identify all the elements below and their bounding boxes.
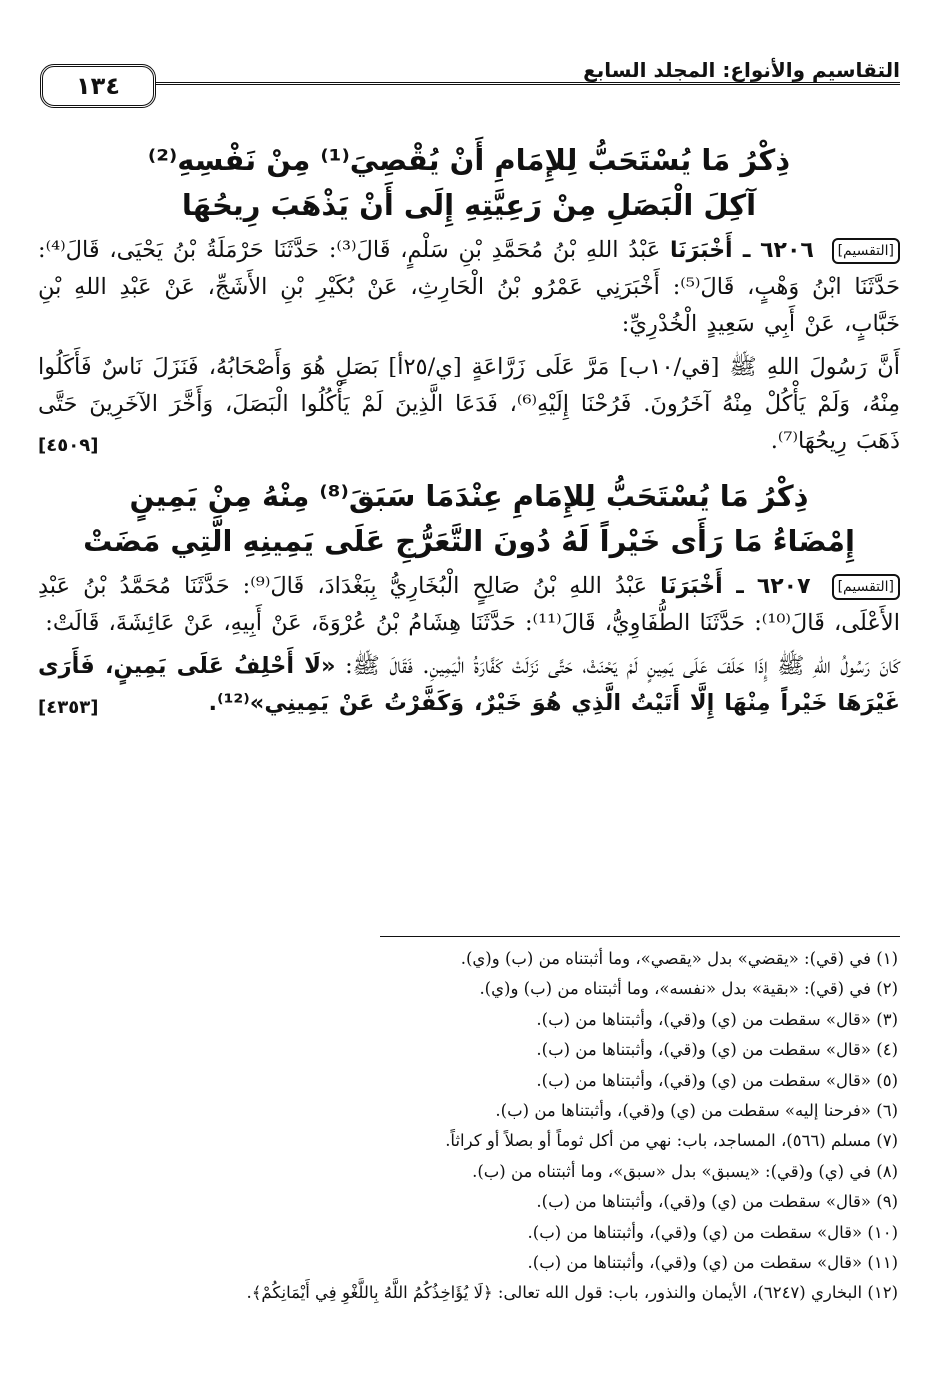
footnote: (٥) «قال» سقطت من (ي) و(قي)، وأثبتناها من (ب). <box>536 1070 898 1090</box>
page-header <box>40 58 900 112</box>
isnad-text: عَبْدُ اللهِ بْنُ مُحَمَّدِ بْنِ سَلْمٍ، قَالَ⁽³⁾: حَدَّثَنَا حَرْمَلَةُ بْنُ يَحْيَى، قَالَ⁽⁴⁾: حَدَّثَنَا ابْنُ وَهْبٍ، قَالَ⁽⁵⁾: أَخْبَرَنِي عَمْرُو بْنُ الْحَارِثِ، عَنْ بُكَيْرِ بْنِ الأَشَجِّ، عَنْ عَبْدِ اللهِ بْنِ خَبَّابٍ، عَنْ أَبِي سَعِيدٍ الْخُدْرِيِّ: <box>38 237 901 337</box>
matn-prophetic-saying: «لَا أَحْلِفُ عَلَى يَمِينٍ، فَأَرَى غَيْرَهَا خَيْراً مِنْهَا إِلَّا أَتَيْتُ الَّذِي هُوَ خَيْرٌ، وَكَفَّرْتُ عَنْ يَمِينِي»⁽¹²⁾. <box>38 653 900 716</box>
chapter-title-2-line-1: ذِكْرُ مَا يُسْتَحَبُّ لِلإِمَامِ عِنْدَمَا سَبَقَ⁽⁸⁾ مِنْهُ مِنْ يَمِينٍ <box>129 479 809 513</box>
footnote: (٨) في (ي) و(قي): «يسبق» بدل «سبق»، وما أثبتناه من (ب). <box>472 1161 898 1181</box>
header-rule <box>40 82 900 85</box>
running-title: التقاسيم والأنواع: المجلد السابع <box>573 58 900 82</box>
isnad-text: عَبْدُ اللهِ بْنُ صَالِحٍ الْبُخَارِيُّ بِبَغْدَادَ، قَالَ⁽⁹⁾: حَدَّثَنَا مُحَمَّدُ بْنُ عَبْدِ الأَعْلَى، قَالَ⁽¹⁰⁾: حَدَّثَنَا الطُّفَاوِيُّ، قَالَ⁽¹¹⁾: حَدَّثَنَا هِشَامُ بْنُ عُرْوَةَ، عَنْ أَبِيهِ، عَنْ عَائِشَةَ، قَالَتْ: <box>38 573 900 636</box>
footnote: (٦) «فرحنا إليه» سقطت من (ي) و(قي)، وأثبتناها من (ب). <box>495 1100 898 1120</box>
hadith-6207-isnad <box>38 568 900 642</box>
footnote: (١٢) البخاري (٦٢٤٧)، الأيمان والنذور، باب: قول الله تعالى: ﴿لَا يُؤَاخِذُكُمُ اللَّهُ بِاللَّغْوِ فِي أَيْمَانِكُمْ﴾. <box>246 1283 898 1303</box>
chapter-title-1-line-2: آكِلَ الْبَصَلِ مِنْ رَعِيَّتِهِ إِلَى أَنْ يَذْهَبَ رِيحُهَا <box>181 188 757 222</box>
cross-reference: [٤٥٠٩] <box>38 435 99 456</box>
footnote: (٢) في (قي): «بقية» بدل «نفسه»، وما أثبتناه من (ب) و(ي). <box>479 979 898 999</box>
footnotes-list <box>38 944 898 1309</box>
footnote: (٣) «قال» سقطت من (ي) و(قي)، وأثبتناها من (ب). <box>536 1009 898 1029</box>
chapter-title-2 <box>38 474 900 564</box>
cross-reference: [٤٣٥٣] <box>38 697 99 718</box>
footnote: (٧) مسلم (٥٦٦)، المساجد، باب: نهي من أكل ثوماً أو بصلاً أو كراثاً. <box>445 1131 898 1151</box>
footnote: (١٠) «قال» سقطت من (ي) و(قي)، وأثبتناها من (ب). <box>527 1222 898 1242</box>
chapter-title-2-line-2: إِمْضَاءُ مَا رَأَى خَيْراً لَهُ دُونَ التَّعَرُّجِ عَلَى يَمِينِهِ الَّتِي مَضَتْ <box>83 524 855 558</box>
chapter-title-1 <box>38 138 900 228</box>
matn-text: أَنَّ رَسُولَ اللهِ ﷺ [قي/١٠ب] مَرَّ عَلَى زَرَّاعَةٍ [ي/٢٥أ] بَصَلٍ هُوَ وَأَصْحَابُهُ، فَنَزَلَ نَاسٌ فَأَكَلُوا مِنْهُ، وَلَمْ يَأْكُلْ مِنْهُ آخَرُونَ. فَرُحْنَا إِلَيْهِ⁽⁶⁾، فَدَعَا الَّذِينَ لَمْ يَأْكُلُوا الْبَصَلَ، وَأَخَّرَ الآخَرِينَ حَتَّى ذَهَبَ رِيحُهَا⁽⁷⁾. <box>38 354 901 454</box>
taqsim-badge: [التقسيم] <box>832 574 900 600</box>
hadith-6206-isnad <box>38 232 900 343</box>
hadith-6207-matn <box>38 648 900 722</box>
footnote: (٩) «قال» سقطت من (ي) و(قي)، وأثبتناها من (ب). <box>536 1192 898 1212</box>
footnote: (١١) «قال» سقطت من (ي) و(قي)، وأثبتناها من (ب). <box>527 1252 898 1272</box>
taqsim-badge: [التقسيم] <box>832 238 900 264</box>
chapter-title-1-line-1: ذِكْرُ مَا يُسْتَحَبُّ لِلإِمَامِ أَنْ يُقْصِيَ⁽¹⁾ مِنْ نَفْسِهِ⁽²⁾ <box>147 143 791 177</box>
hadith-number: ٦٢٠٧ <box>756 574 811 599</box>
footnote-separator <box>380 936 900 937</box>
page-number: ١٣٤ <box>40 64 156 108</box>
hadith-6206-matn <box>38 349 900 460</box>
footnote: (١) في (قي): «يقضي» بدل «يقصي»، وما أثبتناه من (ب) و(ي). <box>460 949 898 968</box>
matn-text: كَانَ رَسُولُ اللهِ ﷺ إِذَا حَلَفَ عَلَى يَمِينٍ لَمْ يَحْنَثْ، حَتَّى نَزَلَتْ كَفَّارَةُ الْيَمِينِ. فَقَالَ ﷺ: <box>345 653 900 679</box>
main-content <box>38 138 900 726</box>
akhbarana-label: ـ أَخْبَرَنَا <box>670 238 751 263</box>
akhbarana-label: ـ أَخْبَرَنَا <box>660 574 744 599</box>
hadith-number: ٦٢٠٦ <box>760 238 814 263</box>
footnote: (٤) «قال» سقطت من (ي) و(قي)، وأثبتناها من (ب). <box>536 1040 898 1060</box>
